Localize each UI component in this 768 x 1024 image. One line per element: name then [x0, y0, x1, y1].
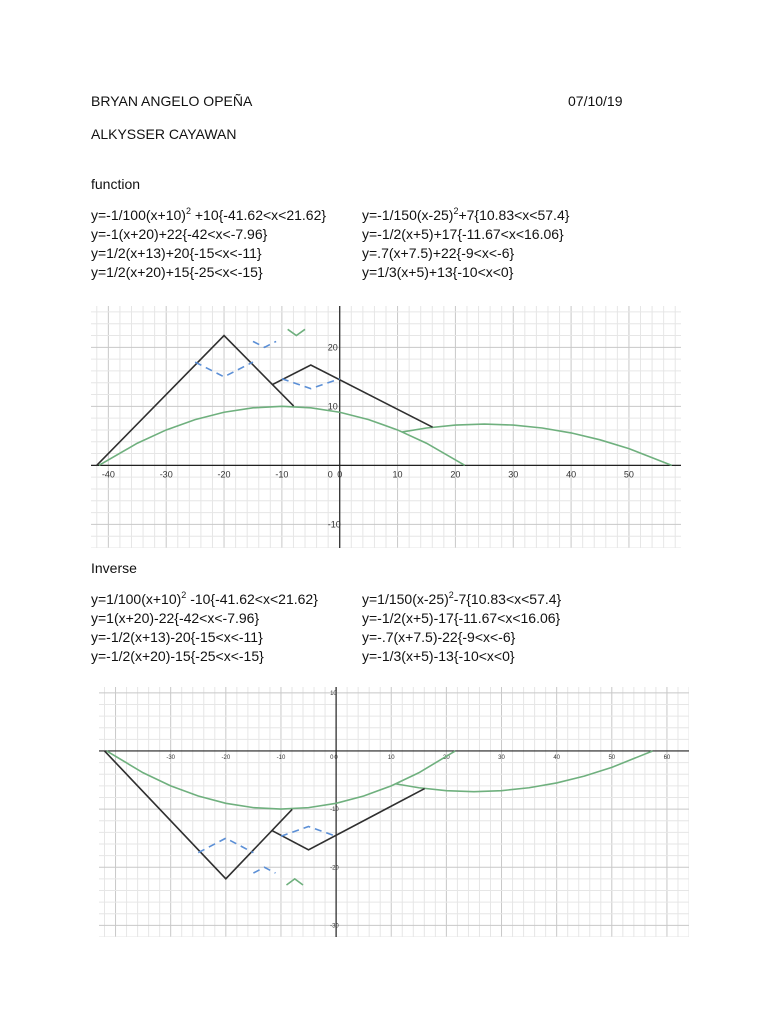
grid — [91, 306, 681, 548]
y-tick-label: -20 — [330, 865, 339, 872]
y-tick-label: 20 — [327, 342, 338, 353]
x-tick-label: 50 — [608, 754, 616, 761]
equation-text: y=1/150(x-25) — [362, 591, 449, 607]
equation-text: y=1/2(x+20)+15{-25<x<-15} — [91, 264, 263, 280]
x-tick-label: -20 — [217, 469, 231, 480]
x-tick-label: -10 — [275, 469, 289, 480]
inverse-equations-right — [362, 590, 561, 666]
series-dashed — [253, 341, 276, 347]
series-line — [97, 336, 294, 466]
function-equations-left — [91, 206, 326, 282]
grid — [99, 687, 689, 937]
y-tick-label: -10 — [330, 807, 339, 814]
series-parabola — [286, 879, 303, 885]
equation-line — [362, 647, 561, 666]
equation-line — [362, 609, 561, 628]
equation-text: y=1/2(x+13)+20{-15<x<-11} — [91, 245, 262, 261]
equation-line — [91, 628, 318, 647]
equation-text: y=-1/100(x+10) — [91, 207, 186, 223]
equation-line — [91, 225, 326, 244]
equation-line — [362, 244, 569, 263]
equation-line — [91, 244, 326, 263]
y-tick-label: -30 — [330, 923, 339, 930]
equation-exponent: 2 — [453, 206, 459, 216]
function-graph — [91, 306, 681, 548]
equation-line — [91, 590, 318, 609]
y-tick-label: 10 — [327, 401, 338, 412]
inverse-graph — [99, 687, 689, 937]
function-heading: function — [91, 176, 141, 192]
x-tick-label: -30 — [159, 469, 173, 480]
equation-text: y=-.7(x+7.5)-22{-9<x<-6} — [362, 629, 516, 645]
inverse-equations-left — [91, 590, 318, 666]
x-tick-label: 30 — [508, 469, 519, 480]
origin-label: 0 — [327, 469, 333, 480]
x-tick-label: 60 — [663, 754, 671, 761]
x-tick-label: 50 — [623, 469, 634, 480]
date: 07/10/19 — [568, 93, 623, 109]
equation-line — [91, 647, 318, 666]
x-tick-label: 10 — [392, 469, 403, 480]
equation-text: y=-1/2(x+5)-17{-11.67<x<16.06} — [362, 610, 561, 626]
x-tick-label: 20 — [443, 754, 450, 761]
equation-text: y=.7(x+7.5)+22{-9<x<-6} — [362, 245, 515, 261]
equation-line — [91, 206, 326, 225]
equation-line — [362, 225, 569, 244]
origin-label: 0 — [330, 754, 334, 761]
author-name-2: ALKYSSER CAYAWAN — [91, 126, 237, 142]
x-tick-label: -40 — [101, 469, 115, 480]
series-line — [105, 751, 293, 879]
equation-line — [91, 609, 318, 628]
equation-text: y=-1/2(x+20)-15{-25<x<-15} — [91, 648, 264, 664]
equation-domain: -10{-41.62<x<21.62} — [186, 591, 318, 607]
equation-line — [362, 590, 561, 609]
function-equations-right — [362, 206, 569, 282]
author-name-1: BRYAN ANGELO OPEÑA — [91, 93, 253, 109]
equation-text: y=-1(x+20)+22{-42<x<-7.96} — [91, 226, 268, 242]
equation-exponent: 2 — [185, 206, 191, 216]
equation-text: y=-1/2(x+13)-20{-15<x<-11} — [91, 629, 263, 645]
x-tick-label: -20 — [221, 754, 231, 761]
equation-domain: +7{10.83<x<57.4} — [458, 207, 570, 223]
equation-line — [362, 628, 561, 647]
equation-text: y=1/3(x+5)+13{-10<x<0} — [362, 264, 514, 280]
x-tick-label: -10 — [276, 754, 286, 761]
equation-text: y=1/100(x+10) — [91, 591, 182, 607]
y-tick-label: 10 — [330, 690, 337, 697]
equation-exponent: 2 — [181, 590, 187, 600]
equation-text: y=1(x+20)-22{-42<x<-7.96} — [91, 610, 260, 626]
equation-line — [91, 263, 326, 282]
x-tick-label: 30 — [498, 754, 505, 761]
equation-text: y=-1/3(x+5)-13{-10<x<0} — [362, 648, 515, 664]
equation-exponent: 2 — [448, 590, 454, 600]
equation-text: y=-1/2(x+5)+17{-11.67<x<16.06} — [362, 226, 564, 242]
y-tick-label: -10 — [327, 519, 341, 530]
equation-line — [362, 206, 569, 225]
equation-domain: -7{10.83<x<57.4} — [453, 591, 562, 607]
x-tick-label: 40 — [553, 754, 561, 761]
x-tick-label: 10 — [387, 754, 395, 761]
x-tick-label: 20 — [450, 469, 461, 480]
equation-domain: +10{-41.62<x<21.62} — [190, 207, 327, 223]
x-tick-label: -30 — [166, 754, 176, 761]
series-dashed — [253, 867, 275, 873]
x-tick-label: 0 — [334, 754, 338, 761]
series-dashed — [282, 379, 340, 389]
x-tick-label: 0 — [337, 469, 343, 480]
equation-text: y=-1/150(x-25) — [362, 207, 454, 223]
x-tick-label: 40 — [566, 469, 577, 480]
inverse-heading: Inverse — [91, 560, 137, 576]
series-dashed — [281, 827, 336, 837]
equation-line — [362, 263, 569, 282]
series-parabola — [288, 329, 305, 335]
